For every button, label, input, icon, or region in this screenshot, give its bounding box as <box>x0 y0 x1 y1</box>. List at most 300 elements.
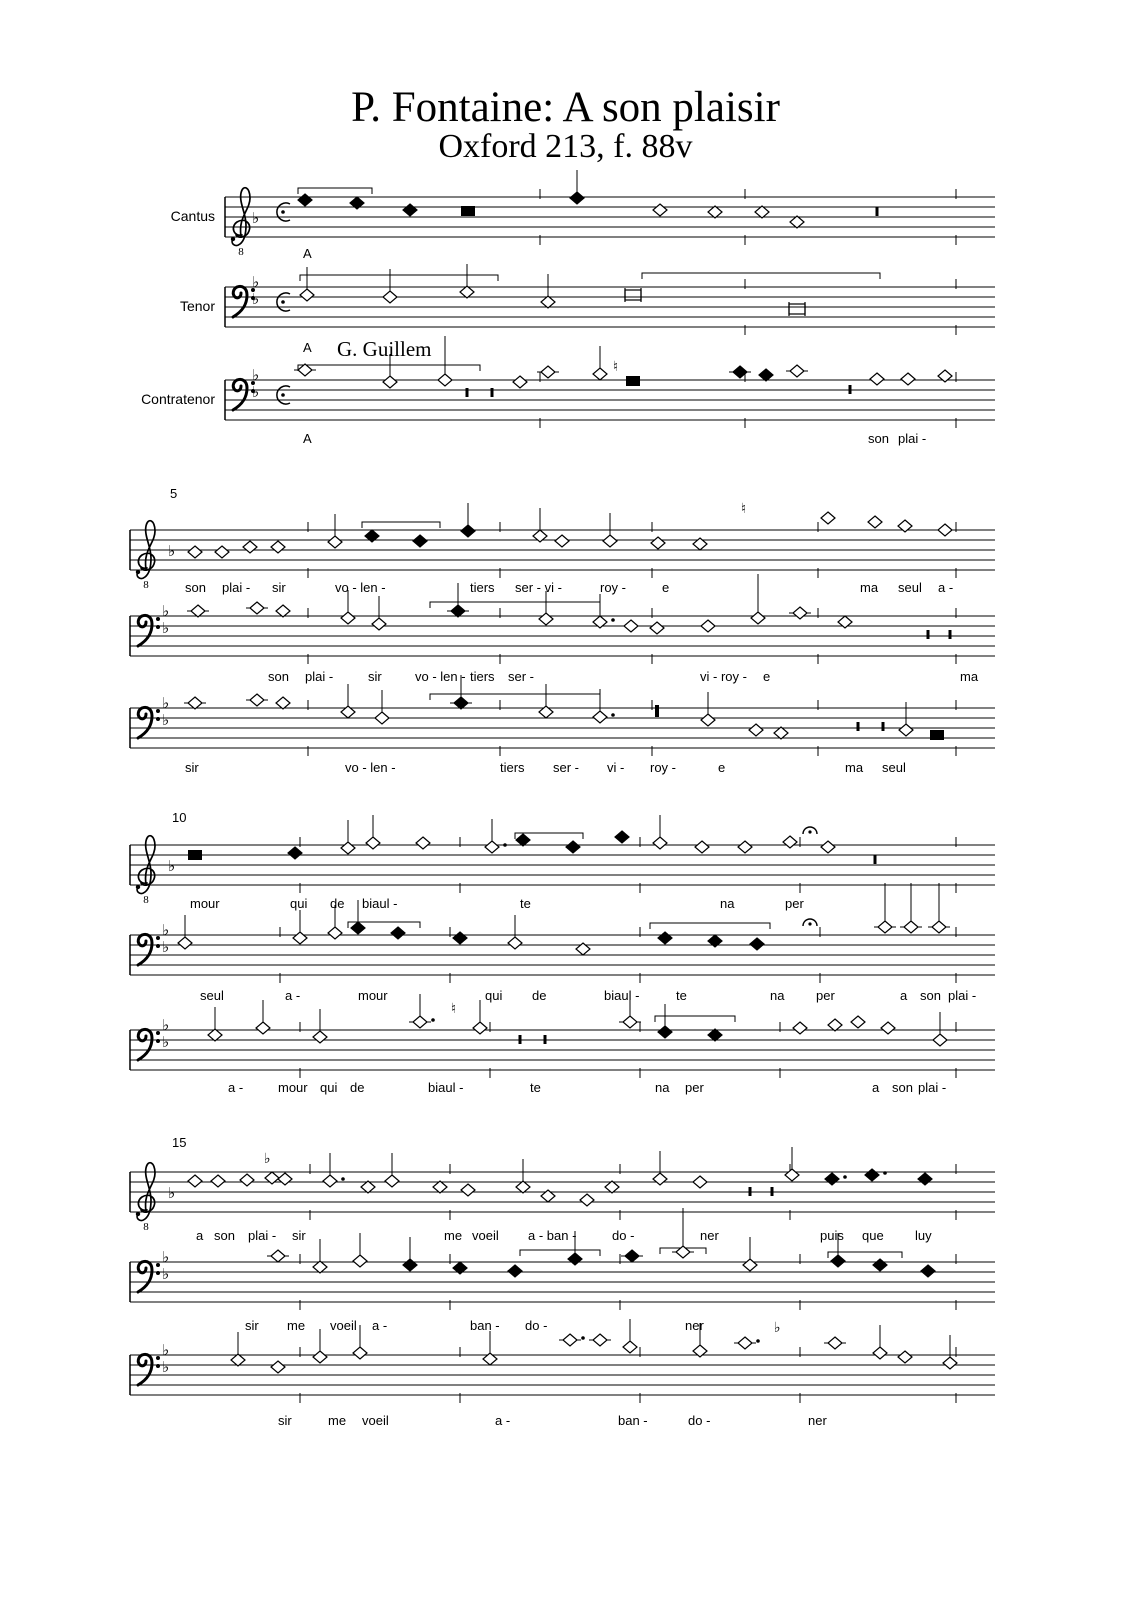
note-open-diamond <box>413 1016 427 1028</box>
note-filled-diamond <box>391 927 405 939</box>
lyric-syllable: de <box>330 896 345 911</box>
note-open-diamond <box>743 1259 757 1271</box>
note-filled-diamond <box>413 535 427 547</box>
key-signature-flat: ♭ <box>162 1248 170 1266</box>
lyric-syllable: ma <box>845 760 864 775</box>
note-filled-diamond <box>403 1259 417 1271</box>
lyric-syllable: do - <box>525 1318 548 1333</box>
note-open-diamond <box>624 620 638 632</box>
note-open-diamond <box>793 1022 807 1034</box>
note-open-diamond <box>868 516 882 528</box>
staff-contratenor <box>130 994 995 1095</box>
system-2 <box>130 486 995 775</box>
note-filled-diamond <box>453 932 467 944</box>
note-open-diamond <box>215 546 229 558</box>
lyric-syllable: mour <box>190 896 220 911</box>
note-open-diamond <box>485 841 499 853</box>
bass-clef-icon <box>233 379 247 410</box>
key-signature-flat: ♭ <box>168 857 176 875</box>
note-open-diamond <box>313 1031 327 1043</box>
augmentation-dot <box>883 1171 887 1175</box>
lyric-syllable: a - <box>228 1080 244 1095</box>
note-open-diamond <box>438 374 452 386</box>
note-open-diamond <box>361 1181 375 1193</box>
note-open-diamond <box>821 512 835 524</box>
key-signature-flat: ♭ <box>162 1358 170 1376</box>
augmentation-dot <box>341 1177 345 1181</box>
lyric-syllable: sir <box>245 1318 259 1333</box>
note-open-diamond <box>416 837 430 849</box>
note-filled-diamond <box>708 1029 722 1041</box>
note-open-diamond <box>372 618 386 630</box>
lyric-syllable: son <box>185 580 206 595</box>
bass-clef-icon <box>156 625 160 629</box>
note-open-diamond <box>774 727 788 739</box>
note-open-diamond <box>191 605 205 617</box>
key-signature-flat: ♭ <box>252 273 260 291</box>
note-open-diamond <box>821 841 835 853</box>
note-open-diamond <box>738 841 752 853</box>
note-open-diamond <box>323 1175 337 1187</box>
lyric-syllable: son <box>892 1080 913 1095</box>
lyric-syllable: vi - roy - <box>700 669 747 684</box>
lyric-syllable: tiers <box>500 760 525 775</box>
lyric-syllable: ma <box>860 580 879 595</box>
lyric-syllable: son <box>214 1228 235 1243</box>
lyric-syllable: biaul - <box>428 1080 464 1095</box>
lyric-syllable: a - <box>938 580 954 595</box>
bass-clef-icon <box>138 1354 152 1385</box>
lyric-syllable: son <box>268 669 289 684</box>
lyric-syllable: me <box>328 1413 347 1428</box>
note-open-diamond <box>341 842 355 854</box>
octave-8-mark: 8 <box>238 246 244 258</box>
system-4 <box>130 1135 995 1428</box>
lyric-syllable: e <box>718 760 726 775</box>
note-open-diamond <box>828 1337 842 1349</box>
lyric-syllable: ser - <box>553 760 579 775</box>
octave-8-mark: 8 <box>143 894 149 906</box>
key-signature-flat: ♭ <box>252 290 260 308</box>
note-open-diamond <box>250 694 264 706</box>
lyric-syllable: te <box>676 988 687 1003</box>
note-open-diamond <box>231 1354 245 1366</box>
note-open-diamond <box>473 1022 487 1034</box>
note-filled-diamond <box>918 1173 932 1185</box>
lyric-syllable: te <box>520 896 531 911</box>
bass-clef-icon <box>156 944 160 948</box>
attribution-text: G. Guillem <box>337 337 432 361</box>
key-signature-flat: ♭ <box>162 711 170 729</box>
note-filled-diamond <box>615 831 629 843</box>
note-black-breve <box>626 376 640 386</box>
lyric-syllable: vo - len - <box>345 760 396 775</box>
note-open-diamond <box>943 1357 957 1369</box>
octave-8-mark: 8 <box>143 1221 149 1233</box>
lyric-syllable: biaul - <box>362 896 398 911</box>
note-open-diamond <box>298 364 312 376</box>
lyric-syllable: ner <box>808 1413 827 1428</box>
lyric-syllable: plai - <box>948 988 977 1003</box>
lyric-syllable: A <box>303 246 312 261</box>
mensuration-sign <box>281 210 285 214</box>
lyric-syllable: voeil <box>330 1318 357 1333</box>
note-open-diamond <box>385 1175 399 1187</box>
note-open-diamond <box>904 921 918 933</box>
lyric-syllable: do - <box>612 1228 635 1243</box>
bass-clef-icon <box>156 709 160 713</box>
key-signature-flat: ♭ <box>252 209 260 227</box>
minim-rest <box>849 385 852 394</box>
note-open-diamond <box>293 932 307 944</box>
note-open-diamond <box>653 204 667 216</box>
bass-clef-icon <box>138 615 152 646</box>
note-open-diamond <box>701 714 715 726</box>
ligature-bracket <box>362 522 440 528</box>
key-signature-flat: ♭ <box>162 1265 170 1283</box>
system-3 <box>130 810 995 1095</box>
lyric-syllable: sir <box>278 1413 292 1428</box>
key-signature-flat: ♭ <box>168 542 176 560</box>
minim-rest <box>857 722 860 731</box>
lyric-syllable: me <box>287 1318 306 1333</box>
note-open-diamond <box>313 1261 327 1273</box>
natural-accidental: ♮ <box>741 501 747 517</box>
treble-clef-icon <box>136 570 140 574</box>
lyric-syllable: sir <box>272 580 286 595</box>
lyric-syllable: plai - <box>305 669 334 684</box>
octave-8-mark: 8 <box>143 579 149 591</box>
lyric-syllable: tiers <box>470 669 495 684</box>
key-signature-flat: ♭ <box>162 938 170 956</box>
staff-contratenor <box>130 1319 995 1428</box>
note-open-diamond <box>353 1255 367 1267</box>
lyric-syllable: sir <box>368 669 382 684</box>
note-filled-diamond <box>831 1255 845 1267</box>
bass-clef-icon <box>156 936 160 940</box>
note-open-diamond <box>539 613 553 625</box>
augmentation-dot <box>611 618 615 622</box>
lyric-syllable: do - <box>688 1413 711 1428</box>
system-1 <box>141 170 995 446</box>
note-open-diamond <box>708 206 722 218</box>
voice-label: Contratenor <box>141 391 215 407</box>
lyric-syllable: plai - <box>918 1080 947 1095</box>
lyric-syllable: de <box>350 1080 365 1095</box>
note-open-diamond <box>278 1173 292 1185</box>
lyric-syllable: ner <box>700 1228 719 1243</box>
note-filled-diamond <box>568 1253 582 1265</box>
bass-clef-icon <box>233 286 247 317</box>
ligature-bracket <box>300 275 498 281</box>
note-filled-diamond <box>516 834 530 846</box>
lyric-syllable: vo - len - <box>335 580 386 595</box>
staff-tenor <box>130 1208 995 1333</box>
bass-clef-icon <box>156 717 160 721</box>
minim-rest <box>491 388 494 397</box>
note-filled-diamond <box>351 922 365 934</box>
note-filled-diamond <box>461 525 475 537</box>
note-open-diamond <box>188 1175 202 1187</box>
lyric-syllable: na <box>655 1080 670 1095</box>
lyric-syllable: biaul - <box>604 988 640 1003</box>
note-open-diamond <box>516 1181 530 1193</box>
lyric-syllable: mour <box>358 988 388 1003</box>
lyric-syllable: me <box>444 1228 463 1243</box>
bass-clef-icon <box>156 617 160 621</box>
note-filled-diamond <box>825 1173 839 1185</box>
lyric-syllable: de <box>532 988 547 1003</box>
staff-contratenor <box>141 336 995 446</box>
natural-accidental: ♮ <box>613 359 619 375</box>
minim-rest <box>927 630 930 639</box>
note-black-breve <box>461 206 475 216</box>
note-open-diamond <box>653 1173 667 1185</box>
note-open-diamond <box>651 537 665 549</box>
note-open-diamond <box>208 1029 222 1041</box>
note-open-diamond <box>701 620 715 632</box>
note-open-diamond <box>328 536 342 548</box>
measure-number: 15 <box>172 1135 187 1150</box>
bass-clef-icon <box>156 1263 160 1267</box>
note-filled-diamond <box>873 1259 887 1271</box>
note-filled-diamond <box>454 697 468 709</box>
note-open-diamond <box>593 711 607 723</box>
staff-tenor <box>180 264 995 355</box>
key-signature-flat: ♭ <box>162 1341 170 1359</box>
note-open-diamond <box>188 697 202 709</box>
ligature-bracket <box>655 1016 735 1022</box>
minim-rest <box>874 855 877 864</box>
note-open-diamond <box>383 291 397 303</box>
note-filled-diamond <box>570 192 584 204</box>
lyric-syllable: que <box>862 1228 884 1243</box>
note-open-diamond <box>899 724 913 736</box>
note-open-diamond <box>366 837 380 849</box>
note-open-diamond <box>276 605 290 617</box>
note-open-diamond <box>461 1184 475 1196</box>
note-open-diamond <box>433 1181 447 1193</box>
note-open-diamond <box>603 535 617 547</box>
bass-clef-icon <box>156 1356 160 1360</box>
note-black-breve <box>930 730 944 740</box>
note-open-diamond <box>790 365 804 377</box>
note-open-diamond <box>580 1194 594 1206</box>
lyric-syllable: luy <box>915 1228 932 1243</box>
note-open-diamond <box>240 1174 254 1186</box>
note-filled-diamond <box>625 1250 639 1262</box>
bass-clef-icon <box>138 1261 152 1292</box>
note-filled-diamond <box>288 847 302 859</box>
note-open-diamond <box>271 541 285 553</box>
voice-label: Tenor <box>179 298 215 314</box>
lyric-syllable: roy - <box>650 760 676 775</box>
staff-cantus <box>171 170 995 261</box>
note-black-breve <box>188 850 202 860</box>
lyric-syllable: vi - <box>607 760 625 775</box>
key-signature-flat: ♭ <box>252 383 260 401</box>
note-open-diamond <box>650 622 664 634</box>
lyric-syllable: seul <box>200 988 224 1003</box>
lyric-syllable: voeil <box>472 1228 499 1243</box>
lyric-syllable: ma <box>960 669 979 684</box>
lyric-syllable: son <box>868 431 889 446</box>
lyric-syllable: na <box>720 896 735 911</box>
minim-rest <box>949 630 952 639</box>
note-open-diamond <box>555 535 569 547</box>
ligature-bracket <box>298 365 480 371</box>
note-open-diamond <box>300 289 314 301</box>
note-filled-diamond <box>658 932 672 944</box>
bass-clef-icon <box>156 1039 160 1043</box>
fermata <box>808 830 811 833</box>
measure-number: 5 <box>170 486 178 501</box>
key-signature-flat: ♭ <box>162 602 170 620</box>
staff-cantus <box>130 815 995 911</box>
staff-contratenor <box>130 675 995 775</box>
note-open-diamond <box>313 1351 327 1363</box>
key-signature-flat: ♭ <box>162 1033 170 1051</box>
lyric-syllable: a <box>900 988 908 1003</box>
note-open-diamond <box>783 836 797 848</box>
note-open-diamond <box>793 607 807 619</box>
lyric-syllable: tiers <box>470 580 495 595</box>
note-open-diamond <box>256 1022 270 1034</box>
note-open-diamond <box>785 1169 799 1181</box>
treble-clef-icon <box>136 1212 140 1216</box>
note-open-diamond <box>375 712 389 724</box>
note-open-diamond <box>881 1022 895 1034</box>
lyric-syllable: e <box>662 580 670 595</box>
breve-rest <box>655 705 659 717</box>
note-open-diamond <box>276 697 290 709</box>
lyric-syllable: A <box>303 340 312 355</box>
note-open-diamond <box>605 1181 619 1193</box>
staff-cantus <box>130 501 995 595</box>
note-open-diamond <box>870 373 884 385</box>
note-open-diamond <box>508 937 522 949</box>
treble-clef-icon <box>136 885 140 889</box>
lyric-syllable: a - <box>285 988 301 1003</box>
bass-clef-icon <box>138 707 152 738</box>
note-filled-diamond <box>508 1265 522 1277</box>
key-signature-flat: ♭ <box>252 366 260 384</box>
note-open-diamond <box>353 1347 367 1359</box>
note-open-diamond <box>901 373 915 385</box>
note-open-diamond <box>541 366 555 378</box>
lyric-syllable: a - <box>495 1413 511 1428</box>
note-open-diamond <box>623 1016 637 1028</box>
note-filled-diamond <box>921 1265 935 1277</box>
lyric-syllable: qui <box>290 896 308 911</box>
minim-rest <box>882 722 885 731</box>
note-open-diamond <box>749 724 763 736</box>
ligature-bracket <box>298 188 372 194</box>
minim-rest <box>544 1035 547 1044</box>
minim-rest <box>519 1035 522 1044</box>
key-signature-flat: ♭ <box>162 619 170 637</box>
lyric-syllable: ban - <box>618 1413 648 1428</box>
key-signature-flat: ♭ <box>162 694 170 712</box>
source-subtitle: Oxford 213, f. 88v <box>438 128 693 165</box>
bass-clef-icon <box>138 1029 152 1060</box>
lyric-syllable: a - <box>372 1318 388 1333</box>
note-open-diamond <box>851 1016 865 1028</box>
lyric-syllable: plai - <box>248 1228 277 1243</box>
lyric-syllable: puis <box>820 1228 844 1243</box>
note-open-diamond <box>243 541 257 553</box>
note-open-diamond <box>211 1175 225 1187</box>
mensuration-sign <box>281 393 285 397</box>
note-open-diamond <box>271 1250 285 1262</box>
note-filled-diamond <box>451 605 465 617</box>
note-open-diamond <box>178 937 192 949</box>
flat-accidental: ♭ <box>774 1320 781 1336</box>
flat-accidental: ♭ <box>264 1151 271 1167</box>
key-signature-flat: ♭ <box>162 921 170 939</box>
lyric-syllable: ser - vi - <box>515 580 562 595</box>
augmentation-dot <box>581 1336 585 1340</box>
lyric-syllable: a <box>196 1228 204 1243</box>
lyric-syllable: seul <box>882 760 906 775</box>
augmentation-dot <box>503 843 507 847</box>
measure-number: 10 <box>172 810 187 825</box>
bass-clef-icon <box>156 1271 160 1275</box>
minim-rest <box>749 1187 752 1196</box>
bass-clef-icon <box>138 934 152 965</box>
lyric-syllable: voeil <box>362 1413 389 1428</box>
note-open-diamond <box>383 376 397 388</box>
key-signature-flat: ♭ <box>168 1184 176 1202</box>
voice-label: Cantus <box>170 208 215 224</box>
note-open-diamond <box>932 921 946 933</box>
lyric-syllable: plai - <box>898 431 927 446</box>
treble-clef-icon <box>231 237 235 241</box>
staff-cantus <box>130 1147 995 1243</box>
note-open-diamond <box>328 927 342 939</box>
lyric-syllable: a <box>872 1080 880 1095</box>
lyric-syllable: per <box>785 896 804 911</box>
note-open-diamond <box>755 206 769 218</box>
lyric-syllable: A <box>303 431 312 446</box>
key-signature-flat: ♭ <box>162 1016 170 1034</box>
note-filled-diamond <box>750 938 764 950</box>
lyric-syllable: e <box>763 669 771 684</box>
staff-tenor <box>130 883 995 1003</box>
note-open-diamond <box>513 376 527 388</box>
note-filled-diamond <box>566 841 580 853</box>
note-open-diamond <box>898 1351 912 1363</box>
ligature-bracket <box>520 1250 600 1256</box>
lyric-syllable: a - ban - <box>528 1228 577 1243</box>
note-open-diamond <box>460 286 474 298</box>
minim-rest <box>466 388 469 397</box>
lyric-syllable: ban - <box>470 1318 500 1333</box>
minim-rest <box>876 207 879 216</box>
bass-clef-icon <box>156 1031 160 1035</box>
lyric-syllable: per <box>816 988 835 1003</box>
lyric-syllable: plai - <box>222 580 251 595</box>
note-filled-diamond <box>865 1169 879 1181</box>
lyric-syllable: sir <box>185 760 199 775</box>
note-open-diamond <box>738 1337 752 1349</box>
lyric-syllable: na <box>770 988 785 1003</box>
note-open-diamond <box>623 1341 637 1353</box>
lyric-syllable: mour <box>278 1080 308 1095</box>
lyric-syllable: qui <box>320 1080 338 1095</box>
note-open-diamond <box>693 1176 707 1188</box>
lyric-syllable: seul <box>898 580 922 595</box>
